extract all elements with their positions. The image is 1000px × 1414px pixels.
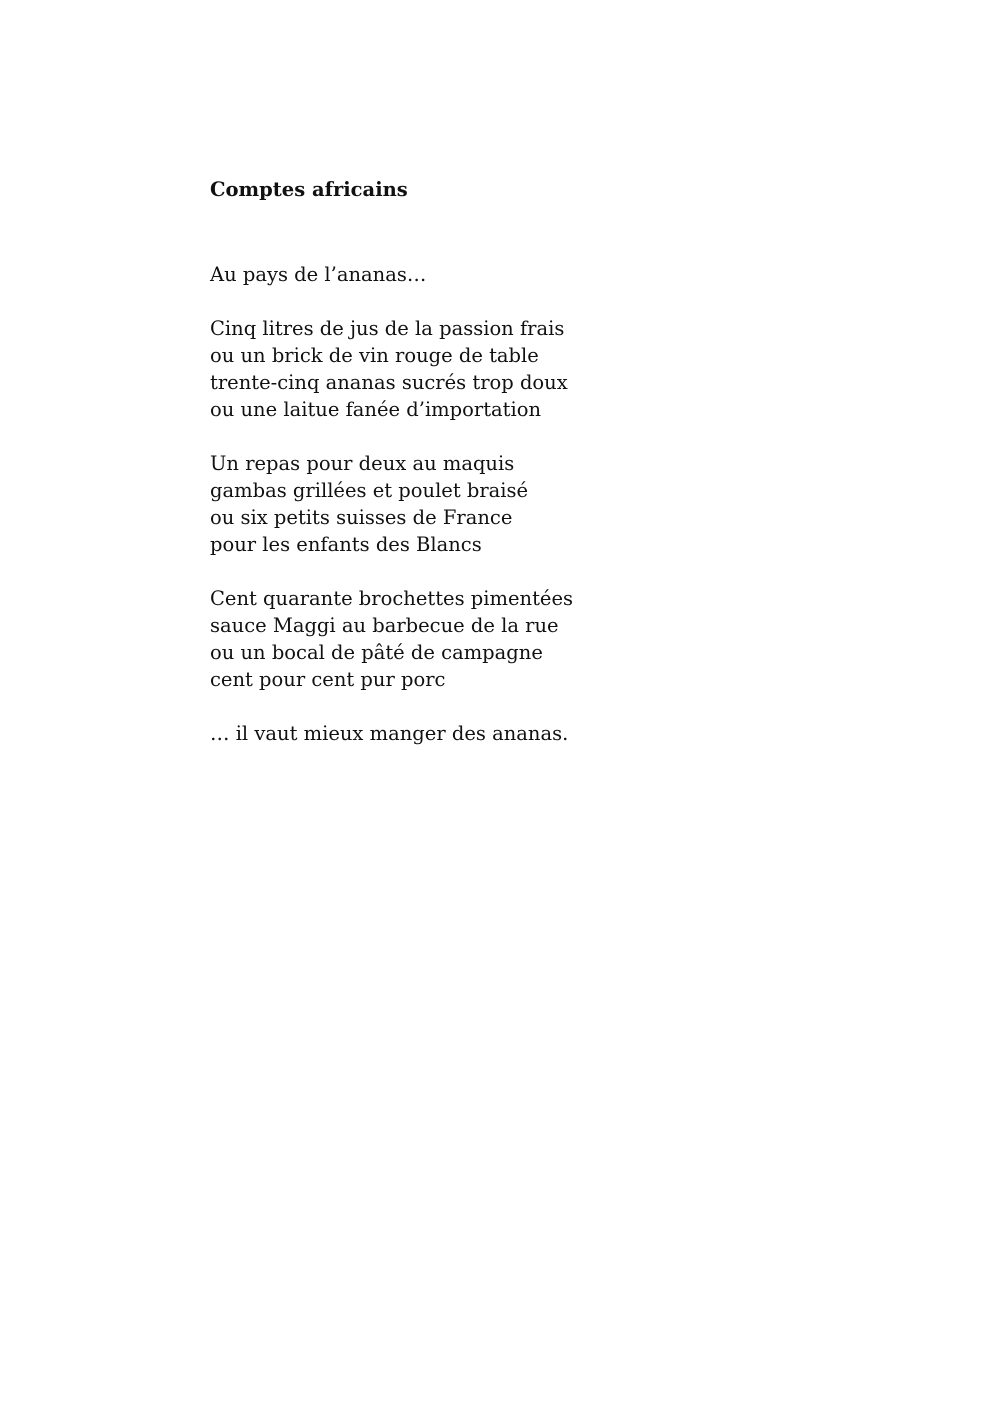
stanza-line: ou un bocal de pâté de campagne — [210, 641, 543, 664]
stanza-line: cent pour cent pur porc — [210, 668, 446, 691]
stanza-2 — [210, 450, 810, 558]
stanza-line: ou un brick de vin rouge de table — [210, 344, 539, 367]
stanza-line: sauce Maggi au barbecue de la rue — [210, 614, 559, 637]
stanza-line: trente-cinq ananas sucrés trop doux — [210, 371, 568, 394]
stanza-line: ou une laitue fanée d’importation — [210, 398, 542, 421]
poem-title: Comptes africains — [210, 178, 408, 201]
stanza-line: Cinq litres de jus de la passion frais — [210, 317, 565, 340]
poem-outro: … il vaut mieux manger des ananas. — [210, 722, 569, 745]
stanza-line: ou six petits suisses de France — [210, 506, 513, 529]
poem-intro: Au pays de l’ananas… — [210, 263, 427, 286]
stanza-3 — [210, 585, 810, 693]
stanza-1 — [210, 315, 810, 423]
stanza-line: pour les enfants des Blancs — [210, 533, 482, 556]
stanza-line: gambas grillées et poulet braisé — [210, 479, 529, 502]
stanza-line: Un repas pour deux au maquis — [210, 452, 515, 475]
poem — [210, 176, 810, 747]
stanza-line: Cent quarante brochettes pimentées — [210, 587, 574, 610]
